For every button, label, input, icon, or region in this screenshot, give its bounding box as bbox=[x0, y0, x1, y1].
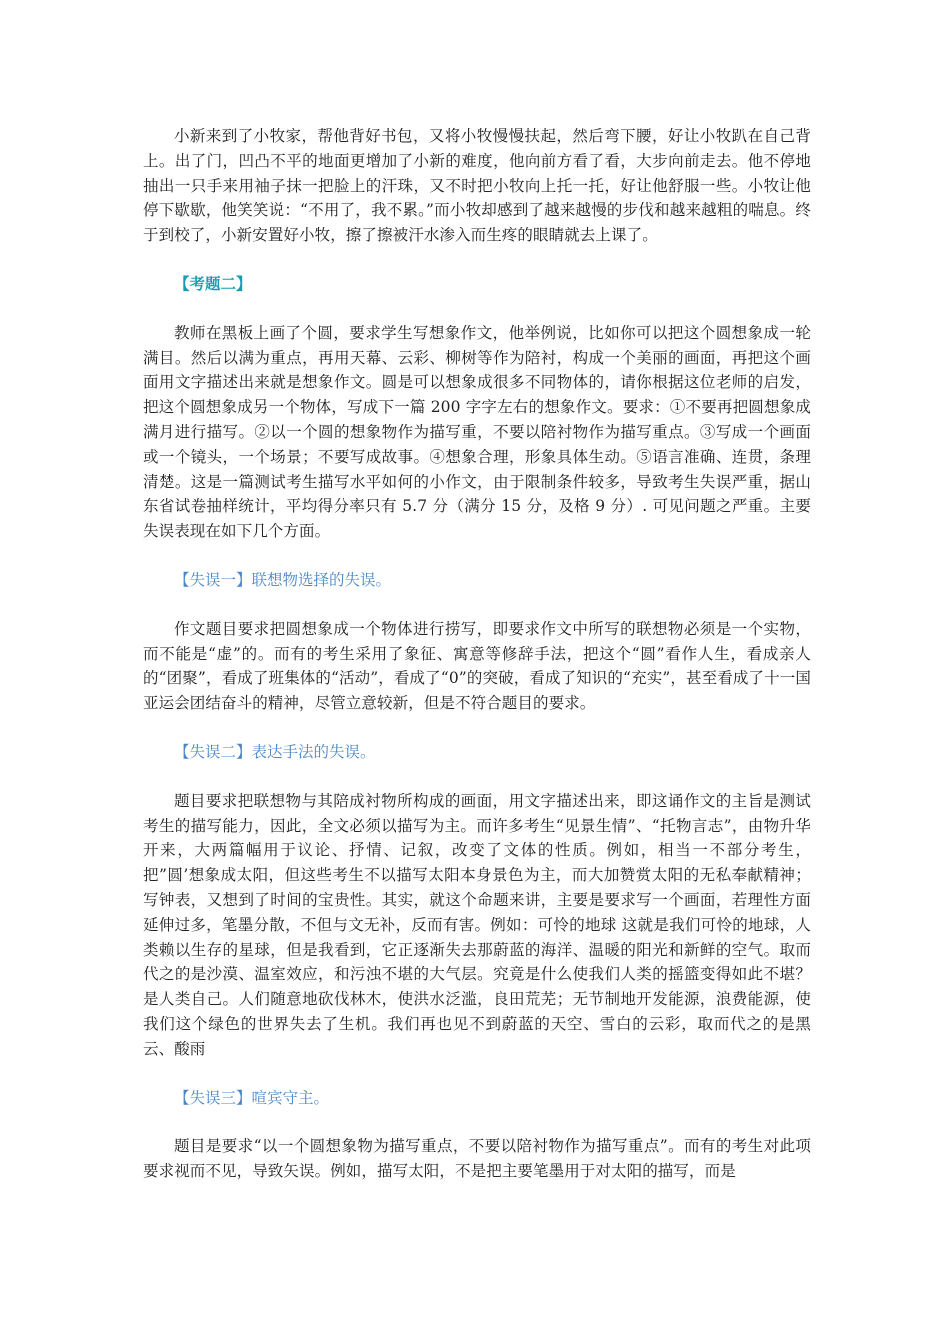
spacer bbox=[143, 765, 811, 789]
heading-mistake-one: 【失误一】联想物选择的失误。 bbox=[174, 570, 392, 589]
paragraph-mistake-two: 题目要求把联想物与其陪成衬物所构成的画面，用文字描述出来，即这诵作文的主旨是测试考生的描写能力，因此，全文必须以描写为主。而许多考生“见景生情”、“托物言志”，由物升华开来，大两篇幅用于议论、抒情、记叙，改变了文体的性质。例如，相当一不部分考生，把”圆’想象成太阳，但这些考生不以描写太阳本身景色为主，而大加赞赏太阳的无私奉献精神；写钟表，又想到了时间的宝贵性。其实，就这个命题来讲，主要是要求写一个画面，若理性方面延伸过多，笔墨分散，不但与文无补，反而有害。例如：可怜的地球 这就是我们可怜的地球，人类赖以生存的星球，但是我看到，它正逐渐失去那蔚蓝的海洋、温暖的阳光和新鲜的空气。取而代之的是沙漠、温室效应，和污浊不堪的大气层。究竟是什么使我们人类的摇篮变得如此不堪？是人类自己。人们随意地砍伐林木，使洪水泛滥，良田荒芜；无节制地开发能源，浪费能源，使我们这个绿色的世界失去了生机。我们再也见不到蔚蓝的天空、雪白的云彩，取而代之的是黑云、酸雨 bbox=[143, 791, 811, 1058]
heading-question-two: 【考题二】 bbox=[174, 273, 252, 293]
spacer bbox=[143, 593, 811, 617]
spacer bbox=[143, 297, 811, 321]
spacer bbox=[143, 1062, 811, 1086]
spacer bbox=[143, 716, 811, 740]
paragraph-question-two: 教师在黑板上画了个圆，要求学生写想象作文，他举例说，比如你可以把这个圆想象成一轮满目。然后以满为重点，再用天幕、云彩、柳树等作为陪衬，构成一个美丽的画面，再把这个画面用文字描述出来就是想象作文。圆是可以想象成很多不同物体的，请你根据这位老师的启发，把这个圆想象成另一个物体，写成下一篇 200 字字左右的想象作文。要求：①不要再把圆想象成满月进行描写。②以一个圆的想象物作为描写重，不要以陪衬物作为描写重点。③写成一个画面或一个镜头，一个场景；不要写成故事。④想象合理，形象具体生动。⑤语言准确、连贯，条理清楚。这是一篇测试考生描写水平如何的小作文，由于限制条件较多，导致考生失误严重，据山东省试卷抽样统计，平均得分率只有 5.7 分（满分 15 分，及格 9 分）. 可见问题之严重。主要失误表现在如下几个方面。 bbox=[143, 323, 811, 541]
paragraph-mistake-three: 题目是要求“以一个圆想象物为描写重点，不要以陪衬物作为描写重点”。而有的考生对此项要求视而不见，导致矢误。例如，描写太阳，不是把主要笔墨用于对太阳的描写，而是 bbox=[143, 1137, 811, 1181]
spacer bbox=[143, 544, 811, 568]
heading-mistake-three: 【失误三】喧宾守主。 bbox=[174, 1088, 330, 1107]
document-page bbox=[143, 124, 811, 1184]
spacer bbox=[143, 1110, 811, 1134]
paragraph-story: 小新来到了小牧家，帮他背好书包，又将小牧慢慢扶起，然后弯下腰，好让小牧趴在自己背上。出了门，凹凸不平的地面更增加了小新的难度，他向前方看了看，大步向前走去。他不停地抽出一只手来用袖子抹一把脸上的汗珠，又不时把小牧向上托一托，好让他舒服一些。小牧让他停下歇歇，他笑笑说：“不用了，我不累。”而小牧却感到了越来越慢的步伐和越来越粗的喘息。终于到校了，小新安置好小牧，擦了擦被汗水渗入而生疼的眼睛就去上课了。 bbox=[143, 127, 811, 245]
paragraph-mistake-one: 作文题目要求把圆想象成一个物体进行捞写，即要求作文中所写的联想物必须是一个实物，而不能是“虚”的。而有的考生采用了象征、寓意等修辞手法，把这个“圆”看作人生，看成亲人的“团聚”，看成了班集体的“活动”，看成了“0”的突破，看成了知识的“充实”，甚至看成了十一国亚运会团结奋斗的精神，尽管立意较新，但是不符合题目的要求。 bbox=[143, 619, 811, 713]
heading-mistake-two: 【失误二】表达手法的失误。 bbox=[174, 742, 376, 761]
spacer bbox=[143, 248, 811, 272]
